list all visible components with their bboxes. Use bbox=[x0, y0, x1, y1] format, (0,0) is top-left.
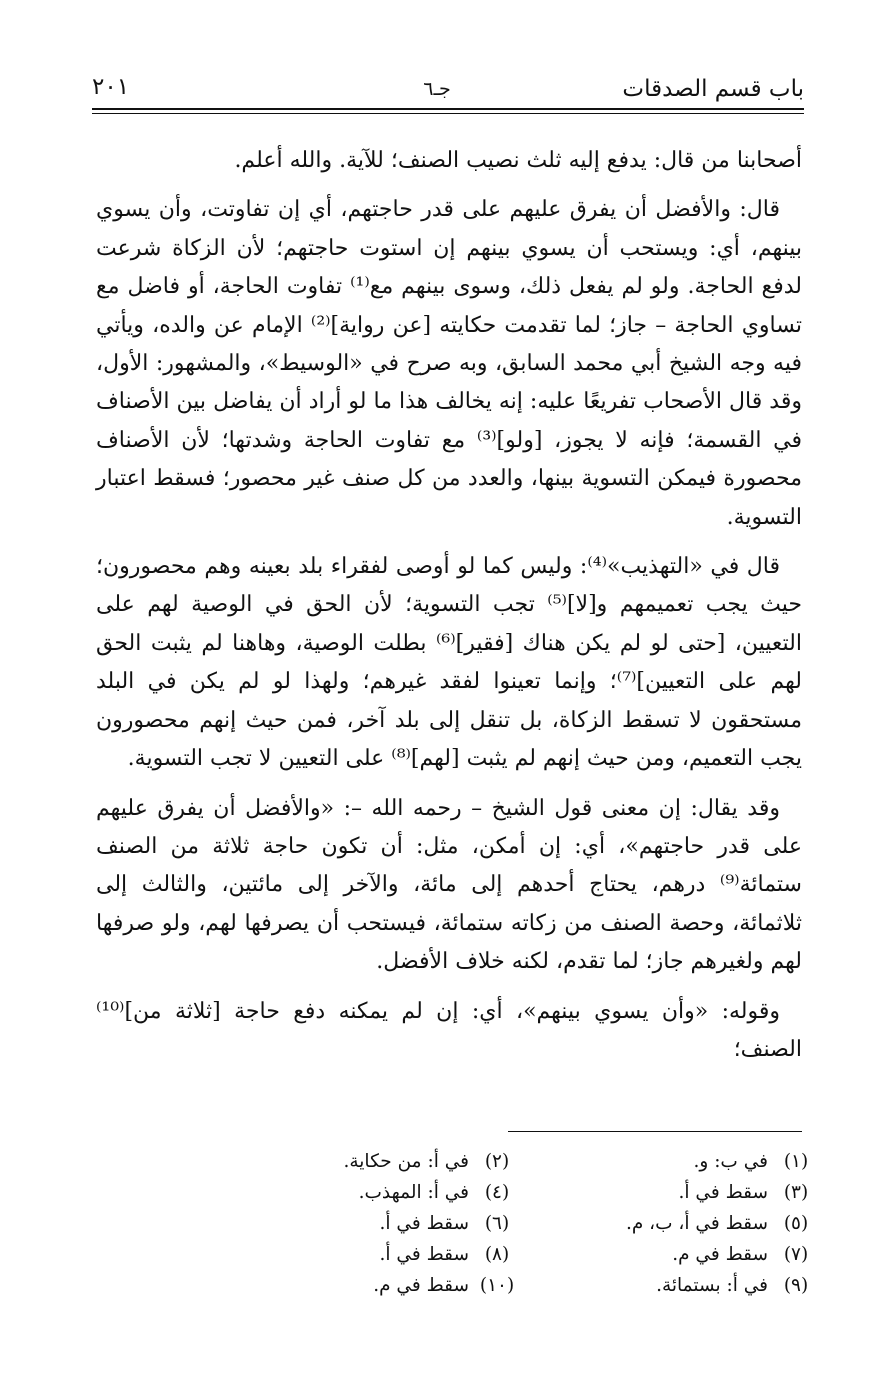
footnote-number: (٩) bbox=[783, 1275, 809, 1296]
footnote-number: (٦) bbox=[484, 1213, 510, 1234]
footnote-number: (٧) bbox=[783, 1244, 809, 1265]
footnote-number: (٤) bbox=[484, 1182, 510, 1203]
footnote bbox=[220, 1182, 519, 1203]
footnote-text: سقط في م. bbox=[672, 1244, 768, 1265]
footnote-row bbox=[220, 1239, 818, 1270]
footnotes bbox=[220, 1146, 818, 1301]
paragraph: قال: والأفضل أن يفرق عليهم على قدر حاجتهم، أي إن تفاوتت، وأن يسوي بينهم، أي: ويستحب أن يسوي بينهم إن استوت حاجتهم؛ لأن الزكاة شرعت لدفع الحاجة. ولو لم يفعل ذلك، وسوى بينهم مع⁽¹⁾ تفاوت الحاجة، أو فاضل مع تساوي الحاجة – جاز؛ لما تقدمت حكايته [عن رواية]⁽²⁾ الإمام عن والده، ويأتي فيه وجه الشيخ أبي محمد السابق، وبه صرح في «الوسيط»، والمشهور: الأول، وقد قال الأصحاب تفريعًا عليه: إنه يخالف هذا ما لو أراد أن يفاضل بين الأصناف في القسمة؛ فإنه لا يجوز، [ولو]⁽³⁾ مع تفاوت الحاجة وشدتها؛ لأن الأصناف محصورة فيمكن التسوية بينها، والعدد من كل صنف غير محصور؛ فسقط اعتبار التسوية. bbox=[96, 197, 802, 530]
footnote-number: (٢) bbox=[484, 1151, 510, 1172]
paragraph: وقوله: «وأن يسوي بينهم»، أي: إن لم يمكنه دفع حاجة [ثلاثة من]⁽¹⁰⁾ الصنف؛ bbox=[96, 998, 802, 1062]
header-rule-thick bbox=[92, 108, 804, 110]
footnote-text: في ب: و. bbox=[693, 1151, 768, 1172]
footnote-number: (٣) bbox=[783, 1182, 809, 1203]
footnote bbox=[519, 1275, 818, 1296]
footnote-number: (١) bbox=[783, 1151, 809, 1172]
running-header bbox=[92, 70, 804, 110]
page-number: ٢٠١ bbox=[92, 74, 130, 100]
header-rule-thin bbox=[92, 113, 804, 114]
paragraph: قال في «التهذيب»⁽⁴⁾: وليس كما لو أوصى لفقراء بلد بعينه وهم محصورون؛ حيث يجب تعميمهم و[لا]⁽⁵⁾ تجب التسوية؛ لأن الحق في الوصية لهم على التعيين، [حتى لو لم يكن هناك [فقير]⁽⁶⁾ بطلت الوصية، وهاهنا لم يثبت الحق لهم على التعيين]⁽⁷⁾؛ وإنما تعينوا لفقد غيرهم؛ ولهذا لو لم يكن في البلد مستحقون لا تسقط الزكاة، بل تنقل إلى بلد آخر، فمن حيث إنهم محصورون يجب التعميم، ومن حيث إنهم لم يثبت [لهم]⁽⁸⁾ على التعيين لا تجب التسوية. bbox=[96, 554, 803, 772]
footnote-number: (٨) bbox=[484, 1244, 510, 1265]
footnote-text: سقط في م. bbox=[373, 1275, 469, 1296]
chapter-title: باب قسم الصدقات bbox=[622, 76, 804, 102]
footnote bbox=[519, 1213, 818, 1234]
paragraph: وقد يقال: إن معنى قول الشيخ – رحمه الله –: «والأفضل أن يفرق عليهم على قدر حاجتهم»، أي: إن أمكن، مثل: أن تكون حاجة ثلاثة من الصنف ستمائة⁽⁹⁾ درهم، يحتاج أحدهم إلى مائة، والآخر إلى مائتين، والثالث إلى ثلاثمائة، وحصة الصنف من زكاته ستمائة، فيستحب أن يصرفها لهم، ولو صرفها لهم ولغيرهم جاز؛ لما تقدم، لكنه خلاف الأفضل. bbox=[96, 795, 802, 975]
footnote-text: سقط في أ، ب، م. bbox=[625, 1213, 768, 1234]
footnote bbox=[220, 1275, 519, 1296]
footnote-text: في أ: من حكاية. bbox=[343, 1151, 469, 1172]
main-text bbox=[96, 142, 802, 1069]
footnote bbox=[220, 1151, 519, 1172]
volume-label: جـ٦ bbox=[423, 78, 451, 100]
footnote-separator bbox=[508, 1131, 802, 1132]
footnote bbox=[519, 1244, 818, 1265]
footnote bbox=[220, 1213, 519, 1234]
footnote bbox=[220, 1244, 519, 1265]
footnote-text: في أ: بستمائة. bbox=[656, 1275, 768, 1296]
footnote-number: (١٠) bbox=[479, 1275, 515, 1296]
footnote bbox=[519, 1182, 818, 1203]
footnote-text: سقط في أ. bbox=[379, 1244, 469, 1265]
footnote-row bbox=[220, 1208, 818, 1239]
footnote bbox=[519, 1151, 818, 1172]
footnote-text: سقط في أ. bbox=[379, 1213, 469, 1234]
footnote-row bbox=[220, 1146, 818, 1177]
footnote-row bbox=[220, 1177, 818, 1208]
footnote-number: (٥) bbox=[783, 1213, 809, 1234]
paragraph: أصحابنا من قال: يدفع إليه ثلث نصيب الصنف؛ للآية. والله أعلم. bbox=[234, 148, 802, 173]
footnote-row bbox=[220, 1270, 818, 1301]
footnote-text: في أ: المهذب. bbox=[358, 1182, 469, 1203]
footnote-text: سقط في أ. bbox=[678, 1182, 768, 1203]
